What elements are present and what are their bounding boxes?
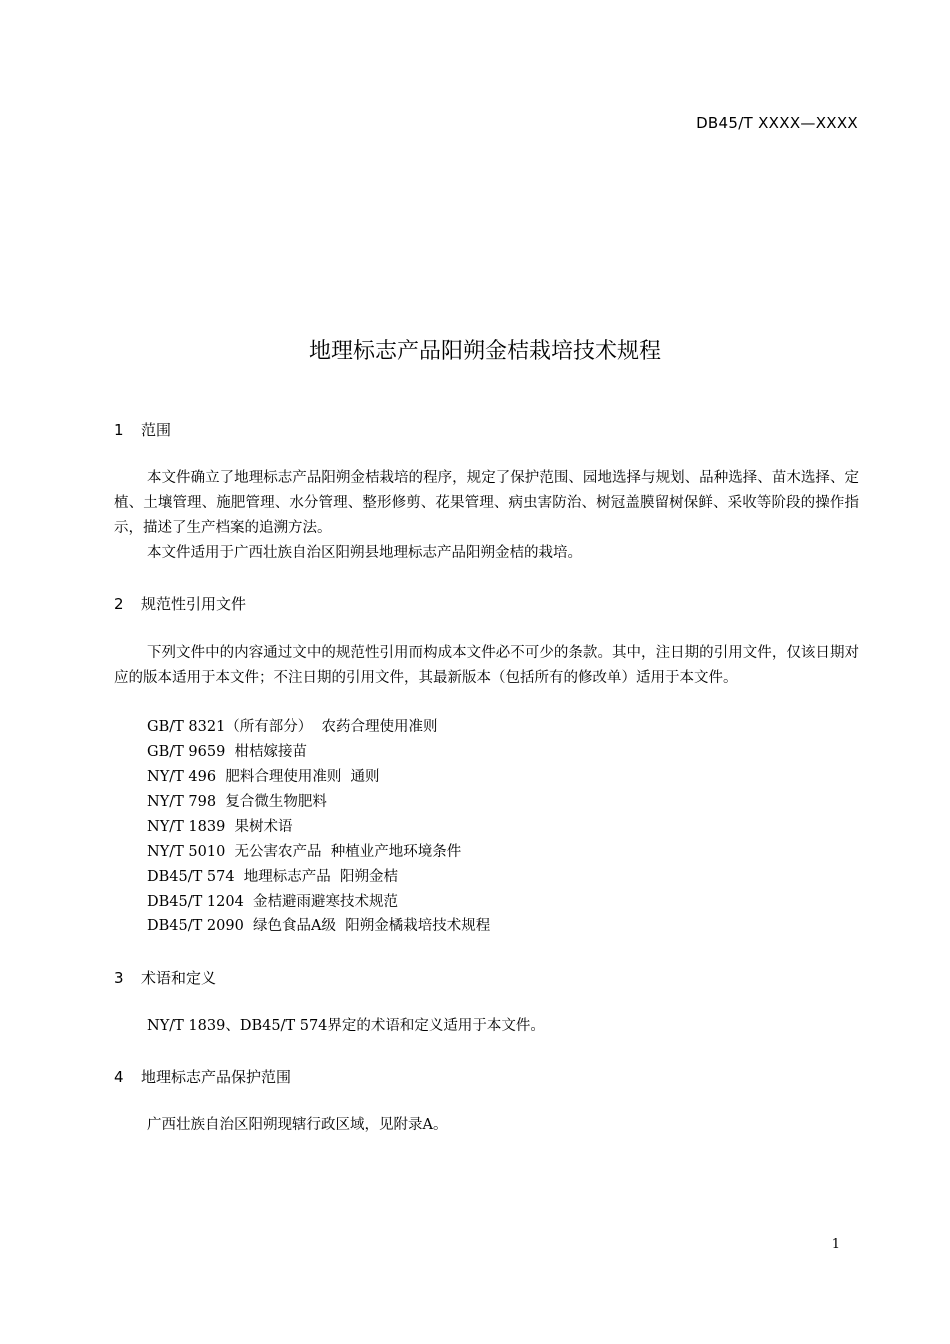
paragraph: 下列文件中的内容通过文中的规范性引用而构成本文件必不可少的条款。其中，注日期的引用文件，仅该日期对应的版本适用于本文件；不注日期的引用文件，其最新版本（包括所有的修改单）适用于本文件。 xyxy=(114,645,859,686)
standard-code: DB45/T XXXX—XXXX xyxy=(696,114,858,132)
paragraph: NY/T 1839、DB45/T 574界定的术语和定义适用于本文件。 xyxy=(147,1018,545,1034)
section-number: 4 xyxy=(114,1068,124,1086)
reference-item: NY/T 496 肥料合理使用准则 通则 xyxy=(147,769,380,785)
reference-item: NY/T 798 复合微生物肥料 xyxy=(147,794,327,810)
reference-item: GB/T 9659 柑桔嫁接苗 xyxy=(147,744,308,760)
section-heading-1 xyxy=(114,419,171,440)
section-number: 2 xyxy=(114,595,124,613)
page-number: 1 xyxy=(831,1237,840,1252)
section-title: 术语和定义 xyxy=(141,969,217,987)
paragraph: 广西壮族自治区阳朔现辖行政区域，见附录A。 xyxy=(147,1117,448,1133)
reference-item: DB45/T 2090 绿色食品A级 阳朔金橘栽培技术规程 xyxy=(147,918,491,934)
section-heading-2 xyxy=(114,593,246,614)
paragraph: 本文件确立了地理标志产品阳朔金桔栽培的程序，规定了保护范围、园地选择与规划、品种选择、苗木选择、定植、土壤管理、施肥管理、水分管理、整形修剪、花果管理、病虫害防治、树冠盖膜留树保鲜、采收等阶段的操作指示，描述了生产档案的追溯方法。 xyxy=(114,470,859,536)
section-title: 范围 xyxy=(141,421,172,439)
reference-item: NY/T 5010 无公害农产品 种植业产地环境条件 xyxy=(147,844,462,860)
section-title: 地理标志产品保护范围 xyxy=(141,1068,292,1086)
section-number: 1 xyxy=(114,421,124,439)
reference-item: DB45/T 1204 金桔避雨避寒技术规范 xyxy=(147,894,399,910)
paragraph: 本文件适用于广西壮族自治区阳朔县地理标志产品阳朔金桔的栽培。 xyxy=(147,545,582,561)
document-title: 地理标志产品阳朔金桔栽培技术规程 xyxy=(308,339,661,364)
reference-item: NY/T 1839 果树术语 xyxy=(147,819,293,835)
section-title: 规范性引用文件 xyxy=(141,595,247,613)
section-heading-4 xyxy=(114,1066,291,1087)
reference-item: DB45/T 574 地理标志产品 阳朔金桔 xyxy=(147,869,399,885)
section-number: 3 xyxy=(114,969,124,987)
reference-item: GB/T 8321（所有部分） 农药合理使用准则 xyxy=(147,719,438,735)
section-heading-3 xyxy=(114,967,216,988)
